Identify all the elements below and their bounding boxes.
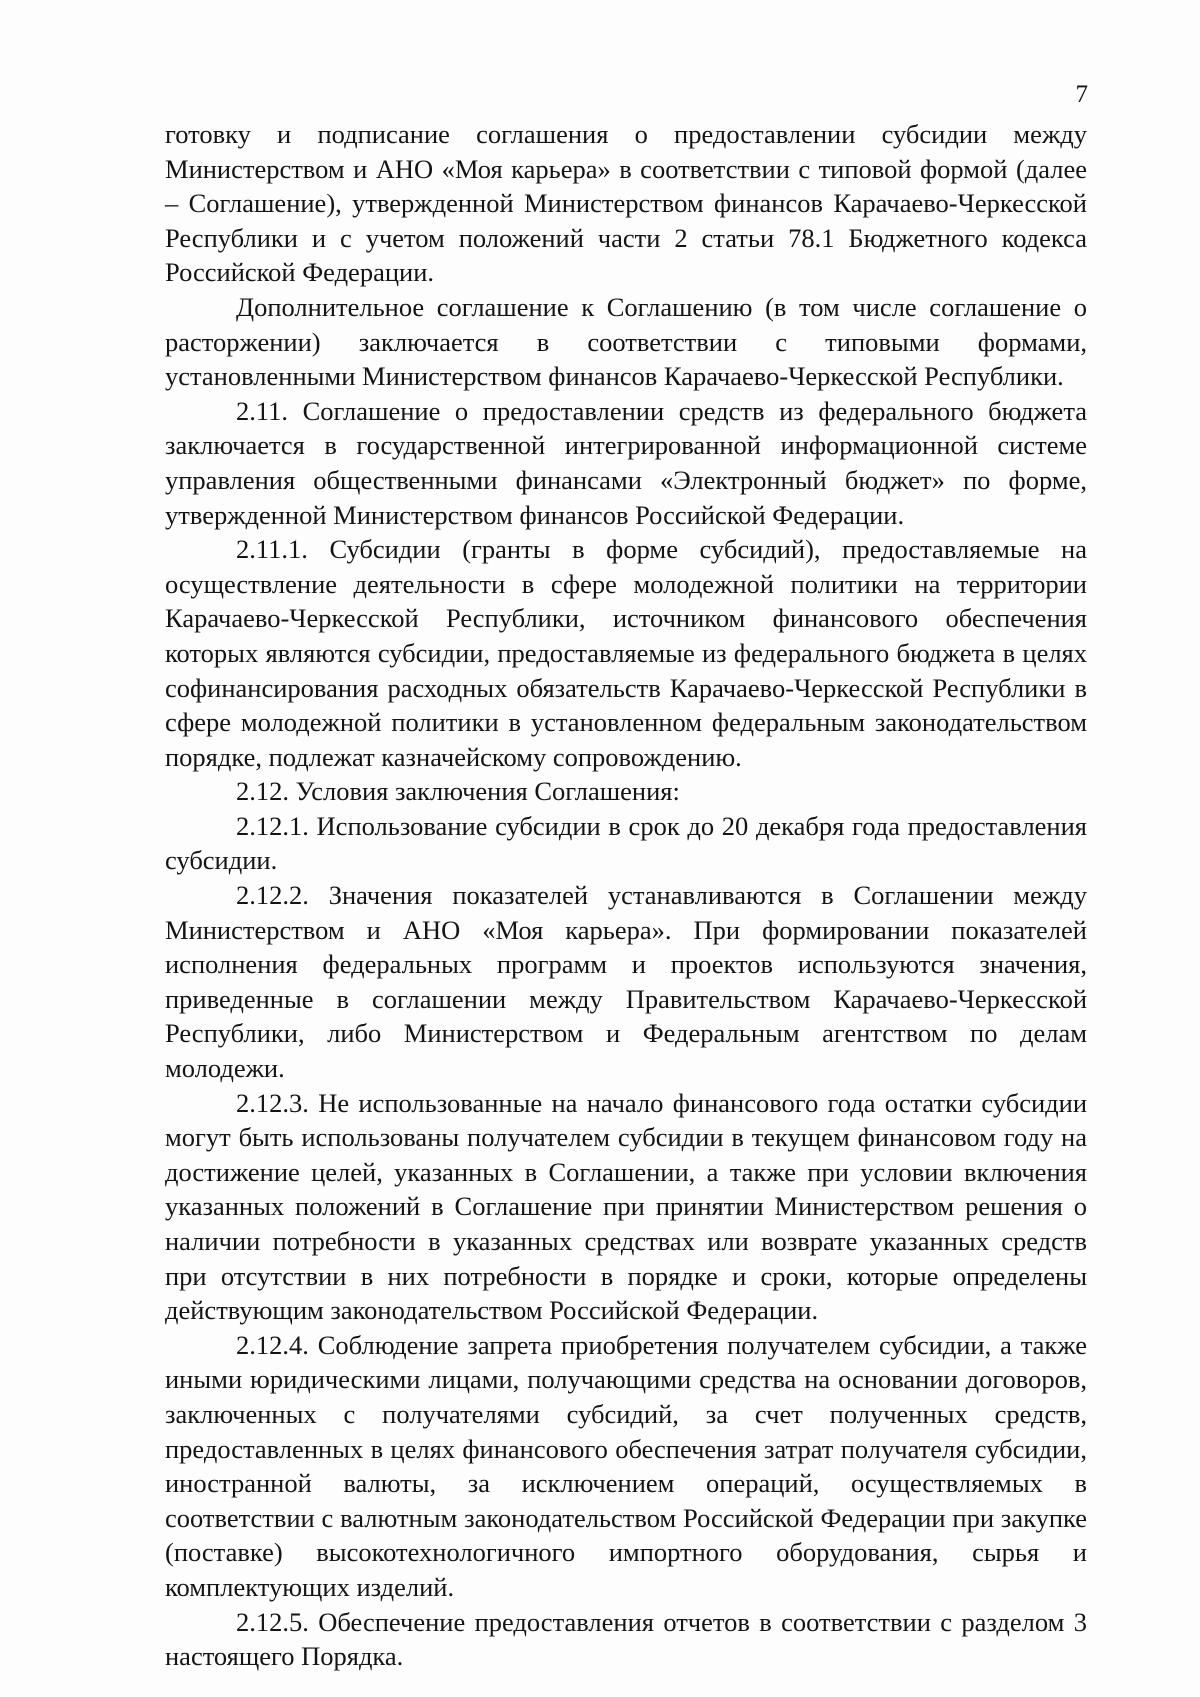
paragraph: 2.11. Соглашение о предоставлении средств из федерального бюджета заключается в государственной интегрированной информационной системе управления общественными финансами «Электронный бюджет» по форме, утвержденной Министерством финансов Российской Федерации. <box>165 395 1087 530</box>
paragraph: 2.12.1. Использование субсидии в срок до 20 декабря года предоставления субсидии. <box>165 810 1087 876</box>
paragraph: 2.12. Условия заключения Соглашения: <box>236 776 680 807</box>
paragraph: 2.12.4. Соблюдение запрета приобретения получателем субсидии, а также иными юридическими лицами, получающими средства на основании договоров, заключенных с получателями субсидий, за счет полученных средств, предоставленных в целях финансового обеспечения затрат получателя субсидии, иностранной валюты, за исключением операций, осуществляемых в соответствии с валютным законодательством Российской Федерации при закупке (поставке) высокотехнологичного импортного оборудования, сырья и комплектующих изделий. <box>165 1329 1087 1602</box>
paragraph: Дополнительное соглашение к Соглашению (в том числе соглашение о расторжении) заключается в соответствии с типовыми формами, установленными Министерством финансов Карачаево-Черкесской Республики. <box>165 291 1087 392</box>
paragraph: 2.11.1. Субсидии (гранты в форме субсидий), предоставляемые на осуществление деятельности в сфере молодежной политики на территории Карачаево-Черкесской Республики, источником финансового обеспечения которых являются субсидии, предоставляемые из федерального бюджета в целях софинансирования расходных обязательств Карачаево-Черкесской Республики в сфере молодежной политики в установленном федеральным законодательством порядке, подлежат казначейскому сопровождению. <box>165 534 1087 772</box>
page-number: 7 <box>1075 81 1088 108</box>
paragraph: 2.12.3. Не использованные на начало финансового года остатки субсидии могут быть использованы получателем субсидии в текущем финансовом году на достижение целей, указанных в Соглашении, а также при условии включения указанных положений в Соглашение при принятии Министерством решения о наличии потребности в указанных средствах или возврате указанных средств при отсутствии в них потребности в порядке и сроки, которые определены действующим законодательством Российской Федерации. <box>165 1087 1087 1326</box>
paragraph: готовку и подписание соглашения о предоставлении субсидии между Министерством и АНО «Моя карьера» в соответствии с типовой формой (далее – Соглашение), утвержденной Министерством финансов Карачаево-Черкесской Республики и с учетом положений части 2 статьи 78.1 Бюджетного кодекса Российской Федерации. <box>165 119 1087 288</box>
paragraph: 2.12.2. Значения показателей устанавливаются в Соглашении между Министерством и АНО «Моя карьера». При формировании показателей исполнения федеральных программ и проектов используются значения, приведенные в соглашении между Правительством Карачаево-Черкесской Республики, либо Министерством и Федеральным агентством по делам молодежи. <box>165 880 1087 1084</box>
document-body <box>165 117 1087 1674</box>
paragraph: 2.12.5. Обеспечение предоставления отчетов в соответствии с разделом 3 настоящего Порядка. <box>165 1606 1087 1672</box>
